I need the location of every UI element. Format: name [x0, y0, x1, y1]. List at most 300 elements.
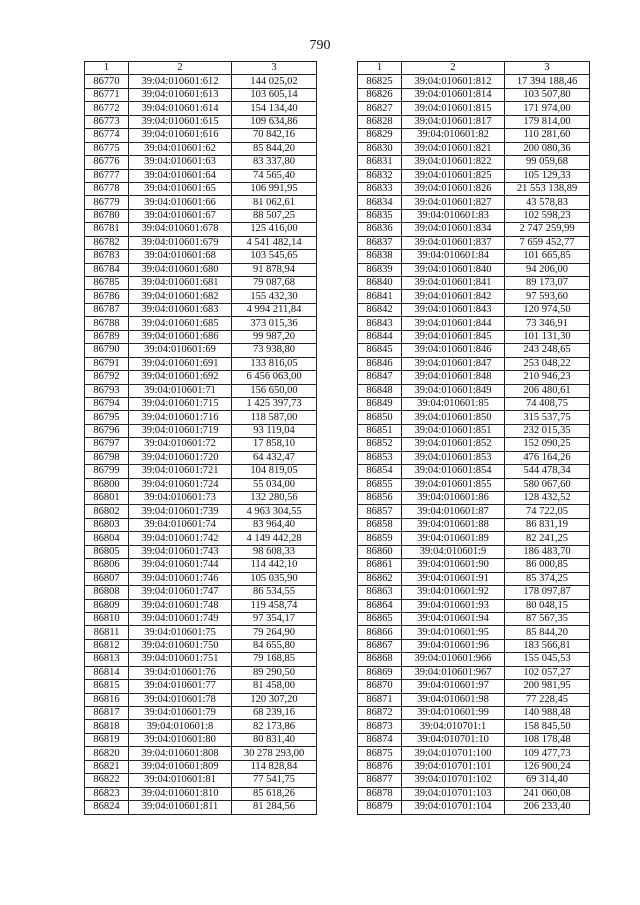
row-number: 86814 — [85, 666, 129, 679]
row-number: 86770 — [85, 75, 129, 88]
cadastral-number: 39:04:010601:67 — [129, 209, 232, 222]
cadastral-value: 102 598,23 — [505, 209, 590, 222]
row-number: 86852 — [358, 438, 402, 451]
cadastral-table-left — [84, 61, 317, 815]
cadastral-value: 241 060,08 — [505, 787, 590, 800]
cadastral-value: 74 722,05 — [505, 505, 590, 518]
cadastral-value: 109 477,73 — [505, 747, 590, 760]
cadastral-value: 118 587,00 — [232, 411, 317, 424]
column-header-cadastral: 2 — [402, 62, 505, 75]
cadastral-value: 80 831,40 — [232, 733, 317, 746]
row-number: 86794 — [85, 397, 129, 410]
cadastral-number: 39:04:010601:808 — [129, 747, 232, 760]
cadastral-value: 86 831,19 — [505, 518, 590, 531]
cadastral-number: 39:04:010601:66 — [129, 196, 232, 209]
row-number: 86783 — [85, 250, 129, 263]
row-number: 86867 — [358, 639, 402, 652]
cadastral-number: 39:04:010601:678 — [129, 223, 232, 236]
table-row — [85, 156, 317, 169]
row-number: 86837 — [358, 236, 402, 249]
column-header-number: 1 — [358, 62, 402, 75]
cadastral-value: 68 239,16 — [232, 707, 317, 720]
cadastral-number: 39:04:010601:692 — [129, 371, 232, 384]
table-row — [85, 532, 317, 545]
row-number: 86836 — [358, 223, 402, 236]
table-row — [358, 357, 590, 370]
row-number: 86871 — [358, 693, 402, 706]
row-number: 86812 — [85, 639, 129, 652]
row-number: 86846 — [358, 357, 402, 370]
cadastral-value: 6 456 063,00 — [232, 371, 317, 384]
cadastral-number: 39:04:010601:826 — [402, 182, 505, 195]
table-row — [85, 384, 317, 397]
column-header-value: 3 — [232, 62, 317, 75]
row-number: 86840 — [358, 277, 402, 290]
row-number: 86833 — [358, 182, 402, 195]
table-row — [85, 303, 317, 316]
table-row — [85, 505, 317, 518]
cadastral-number: 39:04:010601:827 — [402, 196, 505, 209]
cadastral-number: 39:04:010601:748 — [129, 599, 232, 612]
row-number: 86839 — [358, 263, 402, 276]
cadastral-number: 39:04:010601:840 — [402, 263, 505, 276]
cadastral-number: 39:04:010601:80 — [129, 733, 232, 746]
cadastral-number: 39:04:010601:681 — [129, 277, 232, 290]
cadastral-value: 140 988,48 — [505, 707, 590, 720]
table-row — [358, 182, 590, 195]
cadastral-value: 144 025,02 — [232, 75, 317, 88]
table-row — [85, 586, 317, 599]
column-header-cadastral: 2 — [129, 62, 232, 75]
table-row — [358, 478, 590, 491]
table-row — [358, 653, 590, 666]
cadastral-value: 155 045,53 — [505, 653, 590, 666]
cadastral-value: 105 129,33 — [505, 169, 590, 182]
cadastral-number: 39:04:010601:64 — [129, 169, 232, 182]
table-row — [358, 774, 590, 787]
cadastral-number: 39:04:010601:844 — [402, 317, 505, 330]
table-row — [358, 411, 590, 424]
table-row — [358, 572, 590, 585]
cadastral-value: 91 878,94 — [232, 263, 317, 276]
cadastral-number: 39:04:010601:686 — [129, 330, 232, 343]
cadastral-number: 39:04:010601:92 — [402, 586, 505, 599]
table-row — [358, 397, 590, 410]
page-number: 790 — [309, 38, 331, 53]
table-header-row — [358, 62, 590, 75]
row-number: 86817 — [85, 707, 129, 720]
column-header-value: 3 — [505, 62, 590, 75]
row-number: 86793 — [85, 384, 129, 397]
cadastral-value: 74 565,40 — [232, 169, 317, 182]
row-number: 86835 — [358, 209, 402, 222]
row-number: 86827 — [358, 102, 402, 115]
cadastral-value: 125 416,00 — [232, 223, 317, 236]
cadastral-number: 39:04:010601:812 — [402, 75, 505, 88]
row-number: 86821 — [85, 760, 129, 773]
cadastral-value: 101 131,30 — [505, 330, 590, 343]
row-number: 86822 — [85, 774, 129, 787]
row-number: 86859 — [358, 532, 402, 545]
cadastral-number: 39:04:010601:75 — [129, 626, 232, 639]
cadastral-number: 39:04:010601:811 — [129, 801, 232, 814]
table-row — [85, 612, 317, 625]
row-number: 86805 — [85, 545, 129, 558]
table-row — [85, 182, 317, 195]
row-number: 86810 — [85, 612, 129, 625]
table-row — [85, 357, 317, 370]
row-number: 86804 — [85, 532, 129, 545]
cadastral-number: 39:04:010601:747 — [129, 586, 232, 599]
table-row — [85, 451, 317, 464]
cadastral-number: 39:04:010601:95 — [402, 626, 505, 639]
row-number: 86863 — [358, 586, 402, 599]
table-row — [358, 277, 590, 290]
row-number: 86792 — [85, 371, 129, 384]
row-number: 86869 — [358, 666, 402, 679]
table-row — [85, 559, 317, 572]
table-row — [85, 733, 317, 746]
cadastral-number: 39:04:010601:89 — [402, 532, 505, 545]
cadastral-value: 119 458,74 — [232, 599, 317, 612]
cadastral-number: 39:04:010601:612 — [129, 75, 232, 88]
row-number: 86801 — [85, 492, 129, 505]
table-row — [358, 196, 590, 209]
cadastral-number: 39:04:010601:743 — [129, 545, 232, 558]
row-number: 86781 — [85, 223, 129, 236]
cadastral-number: 39:04:010601:77 — [129, 680, 232, 693]
row-number: 86825 — [358, 75, 402, 88]
row-number: 86872 — [358, 707, 402, 720]
table-row — [85, 478, 317, 491]
cadastral-number: 39:04:010601:84 — [402, 250, 505, 263]
row-number: 86866 — [358, 626, 402, 639]
row-number: 86834 — [358, 196, 402, 209]
cadastral-value: 86 534,55 — [232, 586, 317, 599]
cadastral-number: 39:04:010601:682 — [129, 290, 232, 303]
cadastral-number: 39:04:010601:716 — [129, 411, 232, 424]
cadastral-value: 87 567,35 — [505, 612, 590, 625]
cadastral-value: 85 844,20 — [505, 626, 590, 639]
row-number: 86779 — [85, 196, 129, 209]
cadastral-value: 94 206,00 — [505, 263, 590, 276]
table-row — [358, 559, 590, 572]
table-row — [358, 505, 590, 518]
cadastral-number: 39:04:010601:63 — [129, 156, 232, 169]
cadastral-number: 39:04:010601:750 — [129, 639, 232, 652]
table-row — [358, 492, 590, 505]
cadastral-number: 39:04:010601:744 — [129, 559, 232, 572]
cadastral-number: 39:04:010601:99 — [402, 707, 505, 720]
table-row — [358, 747, 590, 760]
cadastral-number: 39:04:010601:96 — [402, 639, 505, 652]
row-number: 86796 — [85, 424, 129, 437]
row-number: 86816 — [85, 693, 129, 706]
row-number: 86868 — [358, 653, 402, 666]
table-row — [85, 774, 317, 787]
row-number: 86851 — [358, 424, 402, 437]
cadastral-number: 39:04:010601:68 — [129, 250, 232, 263]
cadastral-value: 103 507,80 — [505, 88, 590, 101]
table-row — [358, 545, 590, 558]
cadastral-number: 39:04:010601:613 — [129, 88, 232, 101]
cadastral-number: 39:04:010601:91 — [402, 572, 505, 585]
table-row — [358, 263, 590, 276]
cadastral-value: 81 458,00 — [232, 680, 317, 693]
cadastral-number: 39:04:010601:966 — [402, 653, 505, 666]
cadastral-value: 2 747 259,99 — [505, 223, 590, 236]
table-row — [358, 586, 590, 599]
table-row — [358, 102, 590, 115]
cadastral-number: 39:04:010601:846 — [402, 344, 505, 357]
row-number: 86815 — [85, 680, 129, 693]
cadastral-value: 82 173,86 — [232, 720, 317, 733]
cadastral-value: 128 432,52 — [505, 492, 590, 505]
row-number: 86782 — [85, 236, 129, 249]
row-number: 86862 — [358, 572, 402, 585]
row-number: 86771 — [85, 88, 129, 101]
cadastral-number: 39:04:010601:615 — [129, 115, 232, 128]
cadastral-number: 39:04:010601:854 — [402, 465, 505, 478]
cadastral-number: 39:04:010701:1 — [402, 720, 505, 733]
cadastral-value: 243 248,65 — [505, 344, 590, 357]
cadastral-number: 39:04:010601:841 — [402, 277, 505, 290]
cadastral-value: 85 618,26 — [232, 787, 317, 800]
cadastral-number: 39:04:010601:98 — [402, 693, 505, 706]
table-row — [85, 492, 317, 505]
cadastral-value: 64 432,47 — [232, 451, 317, 464]
cadastral-number: 39:04:010601:74 — [129, 518, 232, 531]
cadastral-number: 39:04:010601:88 — [402, 518, 505, 531]
table-row — [85, 236, 317, 249]
cadastral-number: 39:04:010601:76 — [129, 666, 232, 679]
cadastral-value: 1 425 397,73 — [232, 397, 317, 410]
row-number: 86838 — [358, 250, 402, 263]
cadastral-number: 39:04:010701:10 — [402, 733, 505, 746]
cadastral-number: 39:04:010601:742 — [129, 532, 232, 545]
row-number: 86855 — [358, 478, 402, 491]
cadastral-value: 89 290,50 — [232, 666, 317, 679]
table-row — [358, 438, 590, 451]
row-number: 86808 — [85, 586, 129, 599]
cadastral-value: 101 665,85 — [505, 250, 590, 263]
table-row — [358, 209, 590, 222]
table-row — [85, 599, 317, 612]
table-row — [85, 411, 317, 424]
table-row — [358, 169, 590, 182]
row-number: 86806 — [85, 559, 129, 572]
cadastral-number: 39:04:010601:86 — [402, 492, 505, 505]
table-row — [358, 330, 590, 343]
row-number: 86873 — [358, 720, 402, 733]
row-number: 86865 — [358, 612, 402, 625]
cadastral-value: 315 537,75 — [505, 411, 590, 424]
cadastral-value: 97 593,60 — [505, 290, 590, 303]
table-row — [85, 572, 317, 585]
row-number: 86818 — [85, 720, 129, 733]
cadastral-number: 39:04:010601:751 — [129, 653, 232, 666]
cadastral-number: 39:04:010601:825 — [402, 169, 505, 182]
cadastral-number: 39:04:010601:746 — [129, 572, 232, 585]
row-number: 86780 — [85, 209, 129, 222]
table-row — [358, 75, 590, 88]
cadastral-number: 39:04:010601:810 — [129, 787, 232, 800]
row-number: 86823 — [85, 787, 129, 800]
cadastral-number: 39:04:010601:853 — [402, 451, 505, 464]
row-number: 86858 — [358, 518, 402, 531]
row-number: 86798 — [85, 451, 129, 464]
cadastral-value: 109 634,86 — [232, 115, 317, 128]
cadastral-value: 476 164,26 — [505, 451, 590, 464]
cadastral-value: 133 816,05 — [232, 357, 317, 370]
cadastral-value: 81 062,61 — [232, 196, 317, 209]
table-row — [85, 626, 317, 639]
cadastral-number: 39:04:010601:720 — [129, 451, 232, 464]
row-number: 86857 — [358, 505, 402, 518]
table-row — [85, 209, 317, 222]
cadastral-number: 39:04:010601:683 — [129, 303, 232, 316]
cadastral-value: 154 134,40 — [232, 102, 317, 115]
cadastral-value: 103 545,65 — [232, 250, 317, 263]
table-row — [358, 693, 590, 706]
cadastral-value: 544 478,34 — [505, 465, 590, 478]
row-number: 86832 — [358, 169, 402, 182]
table-row — [358, 801, 590, 814]
cadastral-value: 55 034,00 — [232, 478, 317, 491]
cadastral-value: 186 483,70 — [505, 545, 590, 558]
cadastral-value: 253 048,22 — [505, 357, 590, 370]
cadastral-number: 39:04:010601:680 — [129, 263, 232, 276]
table-header-row — [85, 62, 317, 75]
row-number: 86778 — [85, 182, 129, 195]
cadastral-value: 82 241,25 — [505, 532, 590, 545]
row-number: 86864 — [358, 599, 402, 612]
table-row — [358, 223, 590, 236]
cadastral-number: 39:04:010601:97 — [402, 680, 505, 693]
cadastral-number: 39:04:010601:81 — [129, 774, 232, 787]
row-number: 86841 — [358, 290, 402, 303]
cadastral-number: 39:04:010601:73 — [129, 492, 232, 505]
table-row — [358, 680, 590, 693]
table-row — [85, 720, 317, 733]
cadastral-value: 200 981,95 — [505, 680, 590, 693]
table-row — [358, 142, 590, 155]
cadastral-number: 39:04:010601:847 — [402, 357, 505, 370]
cadastral-value: 85 844,20 — [232, 142, 317, 155]
table-row — [85, 290, 317, 303]
row-number: 86791 — [85, 357, 129, 370]
row-number: 86828 — [358, 115, 402, 128]
table-row — [358, 451, 590, 464]
table-row — [85, 693, 317, 706]
table-row — [358, 518, 590, 531]
cadastral-value: 7 659 452,77 — [505, 236, 590, 249]
cadastral-number: 39:04:010601:834 — [402, 223, 505, 236]
cadastral-value: 70 842,16 — [232, 129, 317, 142]
cadastral-number: 39:04:010701:104 — [402, 801, 505, 814]
table-row — [358, 156, 590, 169]
row-number: 86853 — [358, 451, 402, 464]
row-number: 86870 — [358, 680, 402, 693]
cadastral-number: 39:04:010601:837 — [402, 236, 505, 249]
cadastral-value: 74 408,75 — [505, 397, 590, 410]
table-row — [358, 290, 590, 303]
table-row — [358, 236, 590, 249]
table-row — [85, 545, 317, 558]
cadastral-number: 39:04:010601:65 — [129, 182, 232, 195]
cadastral-value: 206 480,61 — [505, 384, 590, 397]
table-row — [358, 384, 590, 397]
cadastral-number: 39:04:010601:851 — [402, 424, 505, 437]
cadastral-number: 39:04:010601:94 — [402, 612, 505, 625]
cadastral-number: 39:04:010601:845 — [402, 330, 505, 343]
table-row — [85, 102, 317, 115]
row-number: 86860 — [358, 545, 402, 558]
row-number: 86849 — [358, 397, 402, 410]
cadastral-number: 39:04:010601:8 — [129, 720, 232, 733]
row-number: 86842 — [358, 303, 402, 316]
cadastral-value: 4 994 211,84 — [232, 303, 317, 316]
cadastral-number: 39:04:010601:815 — [402, 102, 505, 115]
row-number: 86877 — [358, 774, 402, 787]
cadastral-value: 206 233,40 — [505, 801, 590, 814]
table-row — [358, 639, 590, 652]
cadastral-value: 102 057,27 — [505, 666, 590, 679]
row-number: 86802 — [85, 505, 129, 518]
cadastral-number: 39:04:010601:83 — [402, 209, 505, 222]
cadastral-number: 39:04:010601:82 — [402, 129, 505, 142]
cadastral-number: 39:04:010601:821 — [402, 142, 505, 155]
cadastral-value: 80 048,15 — [505, 599, 590, 612]
table-row — [85, 639, 317, 652]
row-number: 86856 — [358, 492, 402, 505]
cadastral-number: 39:04:010601:85 — [402, 397, 505, 410]
table-row — [85, 747, 317, 760]
cadastral-value: 4 963 304,55 — [232, 505, 317, 518]
table-row — [85, 760, 317, 773]
cadastral-number: 39:04:010701:103 — [402, 787, 505, 800]
column-header-number: 1 — [85, 62, 129, 75]
cadastral-number: 39:04:010601:749 — [129, 612, 232, 625]
cadastral-value: 17 858,10 — [232, 438, 317, 451]
cadastral-value: 17 394 188,46 — [505, 75, 590, 88]
row-number: 86785 — [85, 277, 129, 290]
table-row — [358, 733, 590, 746]
row-number: 86772 — [85, 102, 129, 115]
row-number: 86819 — [85, 733, 129, 746]
row-number: 86824 — [85, 801, 129, 814]
table-row — [85, 115, 317, 128]
cadastral-number: 39:04:010601:850 — [402, 411, 505, 424]
table-row — [85, 518, 317, 531]
row-number: 86786 — [85, 290, 129, 303]
row-number: 86795 — [85, 411, 129, 424]
table-row — [85, 263, 317, 276]
cadastral-value: 81 284,56 — [232, 801, 317, 814]
table-row — [358, 707, 590, 720]
cadastral-number: 39:04:010601:614 — [129, 102, 232, 115]
cadastral-value: 114 828,84 — [232, 760, 317, 773]
table-row — [358, 666, 590, 679]
table-row — [85, 250, 317, 263]
cadastral-value: 120 307,20 — [232, 693, 317, 706]
cadastral-number: 39:04:010601:967 — [402, 666, 505, 679]
cadastral-value: 98 608,33 — [232, 545, 317, 558]
cadastral-value: 103 605,14 — [232, 88, 317, 101]
table-row — [358, 129, 590, 142]
row-number: 86830 — [358, 142, 402, 155]
row-number: 86800 — [85, 478, 129, 491]
